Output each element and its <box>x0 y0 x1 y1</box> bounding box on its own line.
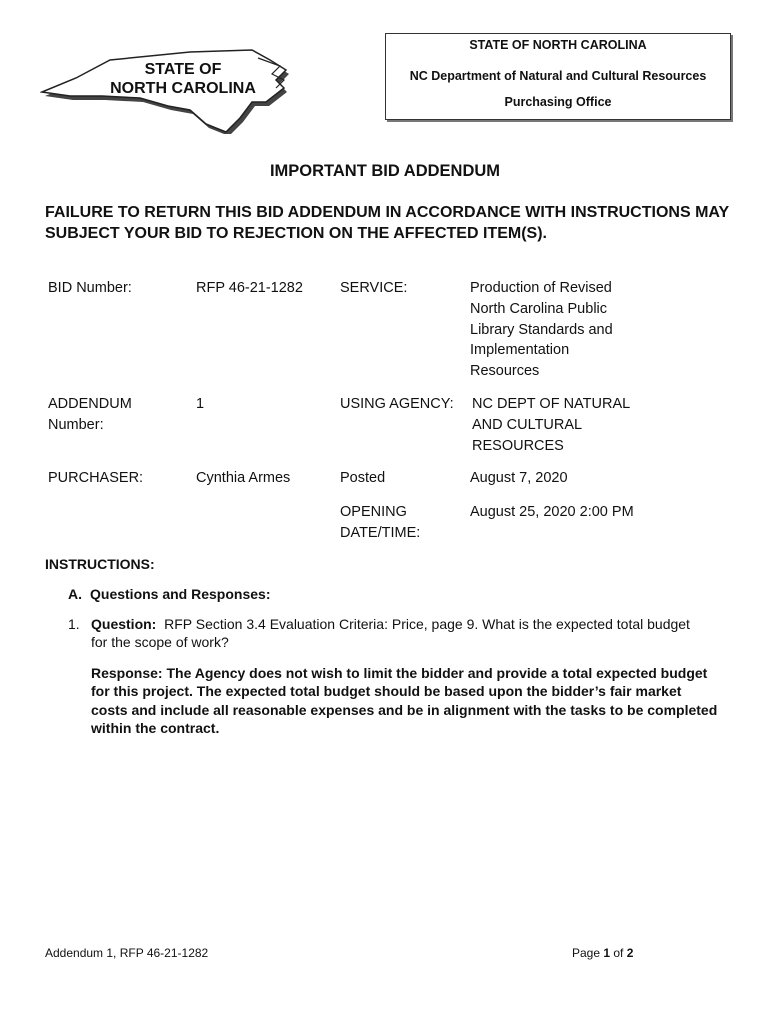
page-total: 2 <box>626 946 634 960</box>
service-label: SERVICE: <box>340 280 408 296</box>
response-text: Response: The Agency does not wish to limit the bidder and provide a total expected budget for this project. The expected total budget should be based upon the bidder’s fair market costs and include all reasonable expenses and be in alignment with the tasks to be completed within the contract. <box>91 665 718 736</box>
posted-label: Posted <box>340 470 386 486</box>
section-title: Questions and Responses: <box>90 586 271 602</box>
addendum-label-line: ADDENDUM <box>48 396 132 412</box>
service-value-line: Library Standards and <box>470 321 613 338</box>
service-value <box>470 278 613 382</box>
question-item <box>68 616 698 651</box>
section-letter: A. <box>68 586 82 602</box>
issuer-department: NC Department of Natural and Cultural Resources <box>409 69 707 83</box>
posted-value: August 7, 2020 <box>470 470 568 486</box>
page-title: IMPORTANT BID ADDENDUM <box>269 162 501 180</box>
service-value-line: Production of Revised <box>470 280 612 296</box>
page-mid: of <box>610 946 627 960</box>
bid-number-label: BID Number: <box>48 280 132 296</box>
addendum-label-line: Number: <box>48 416 104 433</box>
question-text: RFP Section 3.4 Evaluation Criteria: Price, page 9. What is the expected total budget for the scope of work? <box>91 616 694 650</box>
section-heading <box>68 586 270 602</box>
opening-value: August 25, 2020 2:00 PM <box>470 504 634 520</box>
question-body <box>91 616 698 651</box>
state-logo <box>40 44 295 134</box>
logo-line-1: STATE OF <box>144 61 222 78</box>
agency-value-line: NC DEPT OF NATURAL <box>472 396 631 412</box>
addendum-number-value: 1 <box>196 396 205 412</box>
service-value-line: North Carolina Public <box>470 300 608 317</box>
opening-label-line: DATE/TIME: <box>340 524 421 541</box>
logo-line-2: NORTH CAROLINA <box>110 80 256 97</box>
using-agency-label: USING AGENCY: <box>340 396 454 412</box>
page-current: 1 <box>603 946 611 960</box>
agency-value-line: RESOURCES <box>472 437 564 454</box>
using-agency-value <box>472 394 630 456</box>
bid-number-value: RFP 46-21-1282 <box>196 280 303 296</box>
question-number: 1. <box>68 616 80 632</box>
rejection-warning: FAILURE TO RETURN THIS BID ADDENDUM IN ACCORDANCE WITH INSTRUCTIONS MAY SUBJECT YOUR BID TO REJECTION ON THE AFFECTED ITEM(S). <box>45 204 729 242</box>
addendum-number-label <box>48 394 132 436</box>
north-carolina-map-icon <box>40 44 295 134</box>
service-value-line: Implementation <box>470 342 570 359</box>
question-label: Question: <box>91 616 157 632</box>
opening-label-line: OPENING <box>340 504 407 520</box>
issuer-box <box>385 33 731 120</box>
issuer-office: Purchasing Office <box>504 95 612 109</box>
opening-label <box>340 502 420 544</box>
service-value-line: Resources <box>470 363 540 380</box>
issuer-state: STATE OF NORTH CAROLINA <box>469 38 647 52</box>
purchaser-label: PURCHASER: <box>48 470 144 486</box>
instructions-heading: INSTRUCTIONS: <box>45 556 155 572</box>
purchaser-value: Cynthia Armes <box>196 470 291 486</box>
agency-value-line: AND CULTURAL <box>472 416 583 433</box>
footer-document-id: Addendum 1, RFP 46-21-1282 <box>45 946 209 960</box>
page-prefix: Page <box>572 946 604 960</box>
page-number <box>572 946 633 960</box>
